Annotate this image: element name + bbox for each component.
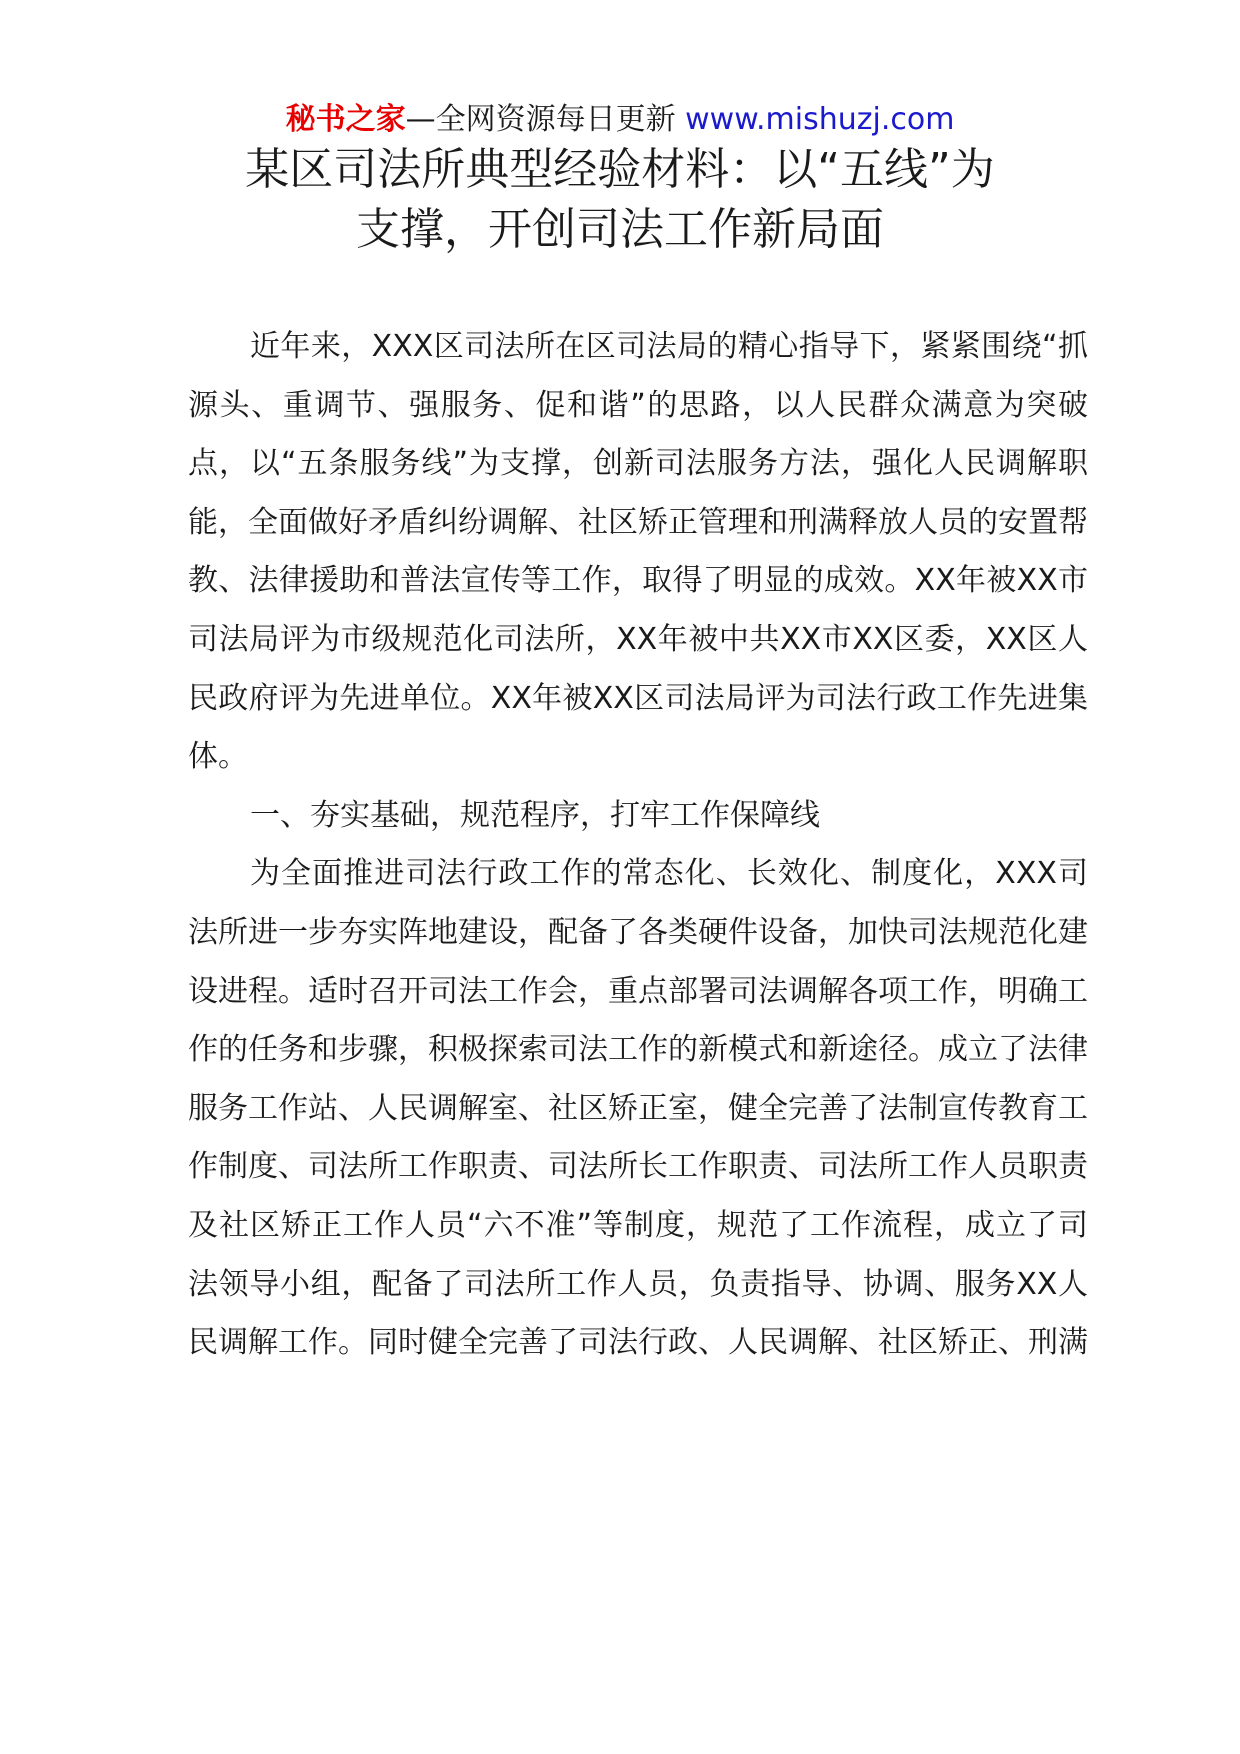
document-body xyxy=(188,318,1088,1373)
intro-paragraph: 近年来，XXX区司法所在区司法局的精心指导下，紧紧围绕“抓源头、重调节、强服务、促和谐”的思路，以人民群众满意为突破点，以“五条服务线”为支撑，创新司法服务方法，强化人民调解职能，全面做好矛盾纠纷调解、社区矫正管理和刑满释放人员的安置帮教、法律援助和普法宣传等工作，取得了明显的成效。XX年被XX市司法局评为市级规范化司法所，XX年被中共XX市XX区委，XX区人民政府评为先进单位。XX年被XX区司法局评为司法行政工作先进集体。 xyxy=(188,329,1088,775)
site-header xyxy=(0,100,1240,140)
brand-name: 秘书之家 xyxy=(285,102,406,137)
site-url-link[interactable]: www.mishuzj.com xyxy=(685,102,955,137)
title-line-2: 支撑，开创司法工作新局面 xyxy=(356,204,884,255)
site-tagline: —全网资源每日更新 xyxy=(405,102,676,137)
document-title xyxy=(170,140,1070,260)
section-paragraph-1: 为全面推进司法行政工作的常态化、长效化、制度化，XXX司法所进一步夯实阵地建设，配备了各类硬件设备，加快司法规范化建设进程。适时召开司法工作会，重点部署司法调解各项工作，明确工作的任务和步骤，积极探索司法工作的新模式和新途径。成立了法律服务工作站、人民调解室、社区矫正室，健全完善了法制宣传教育工作制度、司法所工作职责、司法所长工作职责、司法所工作人员职责及社区矫正工作人员“六不准”等制度，规范了工作流程，成立了司法领导小组，配备了司法所工作人员，负责指导、协调、服务XX人民调解工作。同时健全完善了司法行政、人民调解、社区矫正、刑满 xyxy=(188,856,1088,1361)
section-heading-1: 一、夯实基础，规范程序，打牢工作保障线 xyxy=(250,797,820,833)
title-line-1: 某区司法所典型经验材料：以“五线”为 xyxy=(245,144,995,195)
